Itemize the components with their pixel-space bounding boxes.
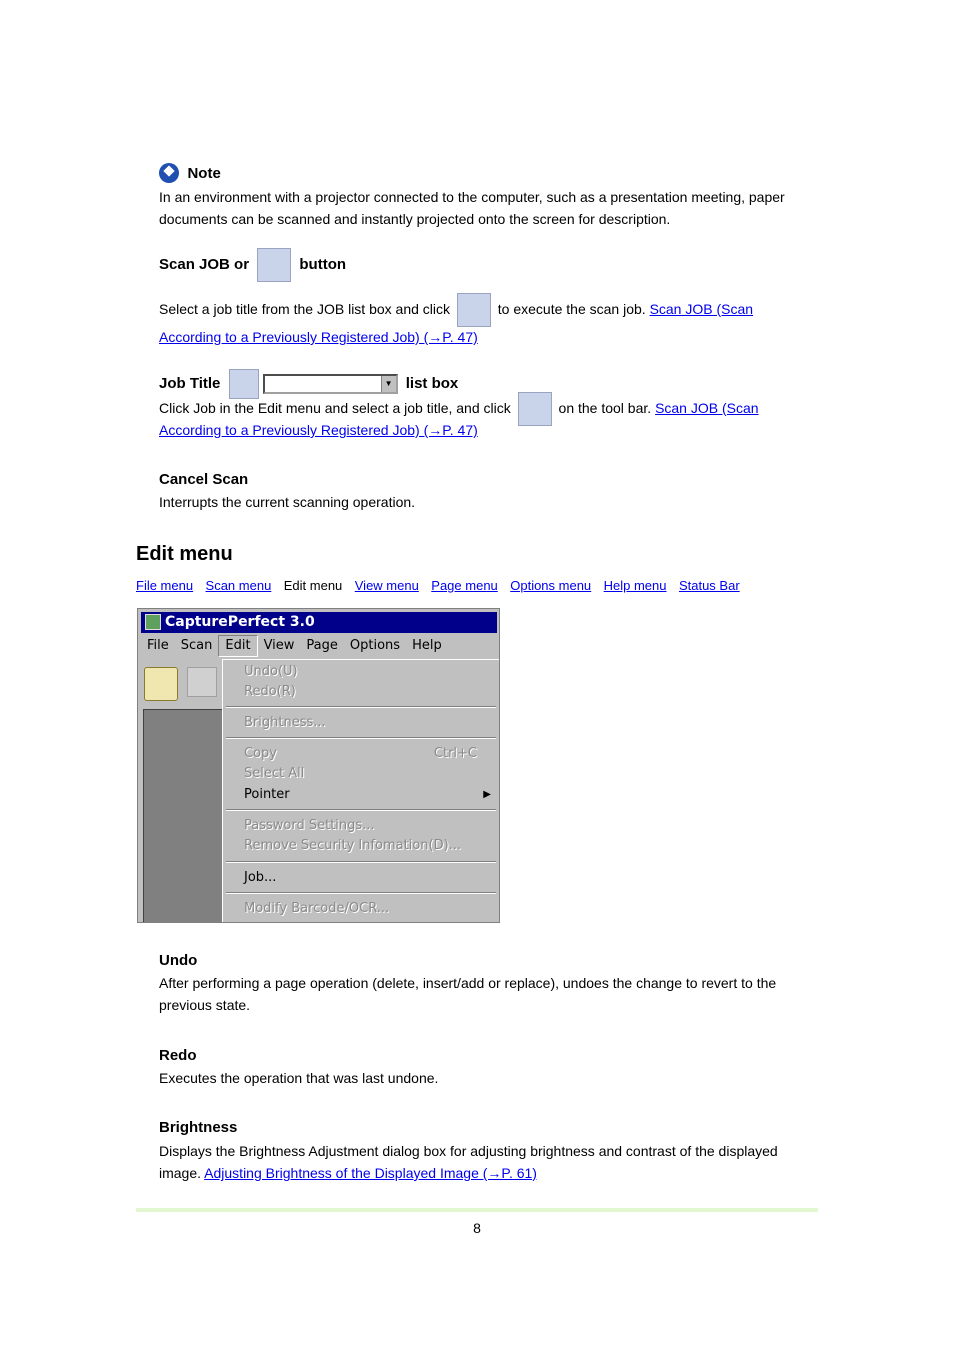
cancel-scan-text: Interrupts the current scanning operation. — [159, 494, 416, 510]
nav-help-menu[interactable]: Help menu — [603, 578, 667, 593]
menu-nav — [136, 577, 748, 595]
note-icon — [159, 163, 179, 183]
page-number: 8 — [473, 1220, 481, 1236]
menu-separator — [226, 737, 496, 739]
menuitem-brightness: Brightness... — [244, 715, 326, 730]
app-screenshot — [137, 608, 500, 923]
app-toolbar — [141, 661, 219, 709]
save-icon — [187, 667, 217, 697]
note-text: In an environment with a projector connected to the computer, such as a presentation meeting, paper documents can be scanned and instantly projected onto the screen for description. — [159, 189, 785, 227]
nav-edit-menu-current: Edit menu — [283, 578, 343, 593]
scan-job-line1: Select a job title from the JOB list box and click to execute the scan job. Scan JOB (Scan — [159, 290, 753, 328]
menuitem-undo: Undo(U) — [244, 664, 298, 679]
open-folder-icon — [144, 667, 178, 701]
nav-view-menu[interactable]: View menu — [354, 578, 419, 593]
menu-separator — [226, 861, 496, 863]
app-icon — [145, 614, 161, 630]
brightness-text: Displays the Brightness Adjustment dialog box for adjusting brightness and contrast of the displayed image. Adjusting Brightness of the Displayed Image (→P. 61) — [159, 1143, 778, 1181]
menuitem-redo: Redo(R) — [244, 684, 296, 699]
job-title-link-1[interactable]: Scan JOB (Scan — [655, 400, 759, 416]
nav-options-menu[interactable]: Options menu — [510, 578, 592, 593]
redo-heading: Redo — [159, 1047, 197, 1064]
note-title: Note — [187, 164, 221, 182]
job-title-link-2[interactable]: According to a Previously Registered Job) (→P. 47) — [159, 422, 478, 438]
undo-heading: Undo — [159, 952, 198, 969]
note-section — [159, 163, 221, 183]
menu-separator — [226, 892, 496, 894]
nav-page-menu[interactable]: Page menu — [431, 578, 498, 593]
menu-help: Help — [412, 638, 442, 653]
menu-view: View — [263, 638, 295, 653]
menu-scan: Scan — [180, 638, 213, 653]
menu-page: Page — [306, 638, 338, 653]
menu-file: File — [147, 638, 169, 653]
job-title-line1: Click Job in the Edit menu and select a job title, and click on the tool bar. Scan JOB (Scan — [159, 389, 759, 427]
scan-job-heading: Scan JOB or button — [159, 246, 346, 284]
app-titlebar: CapturePerfect 3.0 — [141, 612, 497, 633]
menuitem-modify-barcode: Modify Barcode/OCR... — [244, 901, 390, 916]
menuitem-password-settings: Password Settings... — [244, 818, 375, 833]
redo-text: Executes the operation that was last undone. — [159, 1070, 439, 1086]
nav-scan-menu[interactable]: Scan menu — [205, 578, 272, 593]
cancel-scan-heading: Cancel Scan — [159, 471, 249, 488]
document-area — [143, 709, 223, 923]
menuitem-select-all: Select All — [244, 766, 305, 781]
copy-shortcut: Ctrl+C — [433, 746, 477, 761]
nav-file-menu[interactable]: File menu — [136, 578, 194, 593]
menuitem-copy: Copy Ctrl+C — [244, 744, 479, 764]
footer-divider — [136, 1208, 818, 1212]
scan-job-link-1[interactable]: Scan JOB (Scan — [649, 301, 754, 317]
scan-job-icon — [257, 248, 291, 282]
nav-status-bar[interactable]: Status Bar — [678, 578, 740, 593]
edit-menu-heading: Edit menu — [136, 543, 233, 565]
job-title-line2 — [159, 419, 478, 441]
menu-options: Options — [349, 638, 401, 653]
job-title-inline-icon — [518, 392, 552, 426]
menuitem-job: Job... — [244, 870, 277, 885]
edit-dropdown — [222, 659, 500, 923]
undo-text: After performing a page operation (delete, insert/add or replace), undoes the change to revert to the previous state. — [159, 975, 777, 1013]
menu-separator — [226, 706, 496, 708]
scan-job-inline-icon — [457, 293, 491, 327]
submenu-arrow-icon: ▶ — [483, 789, 491, 800]
menu-separator — [226, 809, 496, 811]
scan-job-link-2[interactable]: According to a Previously Registered Job) (→P. 47) — [159, 329, 478, 345]
scan-job-line2 — [159, 326, 478, 348]
menu-edit: Edit — [218, 635, 257, 657]
app-menubar — [141, 635, 497, 657]
menuitem-pointer: Pointer ▶ — [244, 785, 479, 805]
menuitem-remove-security: Remove Security Infomation(D)... — [244, 838, 462, 853]
brightness-heading: Brightness — [159, 1119, 238, 1136]
chevron-down-icon: ▼ — [381, 376, 396, 392]
brightness-link[interactable]: Adjusting Brightness of the Displayed Image (→P. 61) — [204, 1165, 537, 1181]
job-title-heading: Job Title ▼ list box — [159, 367, 458, 401]
